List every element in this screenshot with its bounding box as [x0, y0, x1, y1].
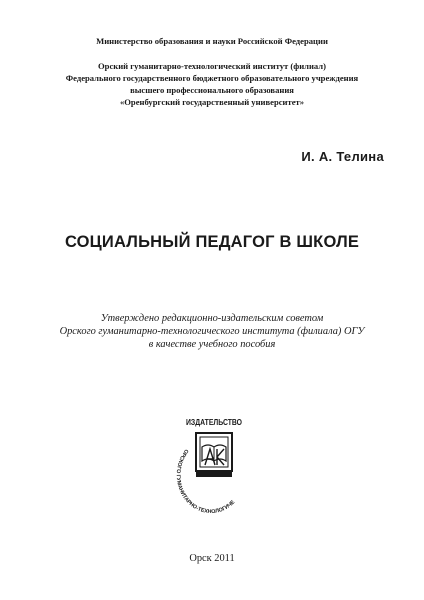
publisher-logo-graphic: [174, 415, 250, 513]
book-title: СОЦИАЛЬНЫЙ ПЕДАГОГ В ШКОЛЕ: [64, 233, 360, 251]
approval-line-2: Орского гуманитарно-технологического института (филиала) ОГУ: [59, 326, 365, 337]
approval-line-1: Утверждено редакционно-издательским советом: [100, 313, 324, 324]
emblem-base-bar: [196, 471, 232, 477]
institute-line-1: Орский гуманитарно-технологический институт (филиал): [98, 61, 326, 71]
publisher-logo: [174, 415, 250, 513]
approval-note: [0, 312, 424, 351]
institute-line-4: «Оренбургский государственный университет»: [119, 97, 305, 107]
institute-line-3: высшего профессионального образования: [130, 85, 294, 95]
author-name: И. А. Телина: [301, 149, 384, 164]
institute-line-2: Федерального государственного бюджетного образовательного учреждения: [65, 73, 359, 83]
approval-line-3: в качестве учебного пособия: [148, 339, 276, 350]
place-and-year: Орск 2011: [189, 553, 235, 564]
ministry-heading: Министерство образования и науки Российской Федерации: [96, 36, 328, 46]
logo-arc-text: ОРСКОГО ГУМАНИТАРНО-ТЕХНОЛОГИЧЕ: [174, 447, 237, 513]
institute-heading: [0, 60, 424, 108]
logo-top-text: ИЗДАТЕЛЬСТВО: [186, 418, 243, 427]
